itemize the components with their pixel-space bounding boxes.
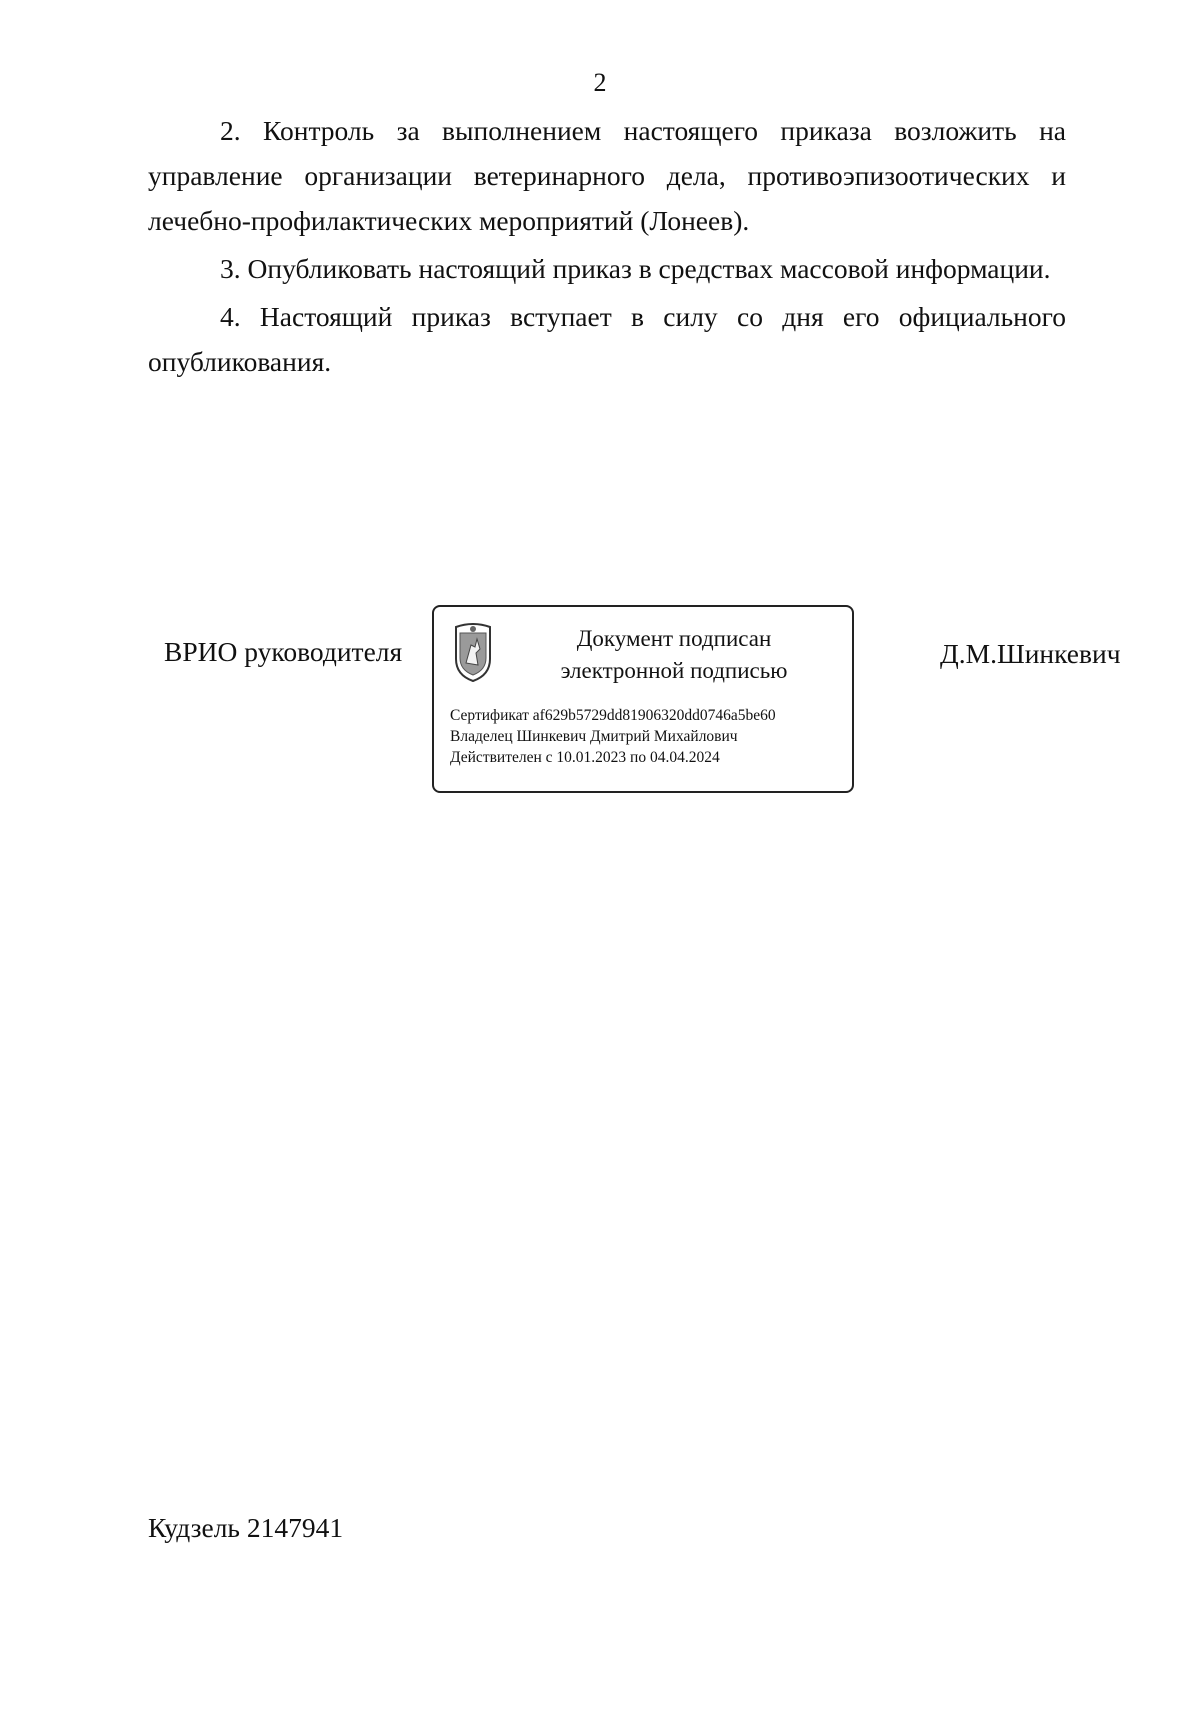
stamp-owner: Владелец Шинкевич Дмитрий Михайлович <box>450 728 738 745</box>
stamp-validity: Действителен с 10.01.2023 по 04.04.2024 <box>450 749 720 766</box>
signature-block <box>0 600 1200 800</box>
paragraph-publish: 3. Опубликовать настоящий приказ в средствах массовой информации. <box>220 253 1051 284</box>
signer-position: ВРИО руководителя <box>164 636 403 667</box>
coat-of-arms-icon <box>452 623 494 683</box>
paragraph-effective: 4. Настоящий приказ вступает в силу со дня его официального опубликования. <box>148 301 1066 377</box>
paragraph-control: 2. Контроль за выполнением настоящего приказа возложить на управление организации ветеринарного дела, противоэпизоотических и лечебно-профилактических мероприятий (Лонеев). <box>148 115 1066 236</box>
stamp-certificate: Сертификат af629b5729dd81906320dd0746a5be60 <box>450 707 776 724</box>
executor-contact: Кудзель 2147941 <box>148 1512 344 1543</box>
stamp-title <box>504 623 844 687</box>
page-number: 2 <box>593 68 607 97</box>
electronic-signature-stamp <box>432 605 854 793</box>
stamp-details <box>450 705 846 768</box>
stamp-title-line2: электронной подписью <box>560 658 788 683</box>
signer-name: Д.М.Шинкевич <box>940 638 1121 669</box>
stamp-title-line1: Документ подписан <box>576 626 772 651</box>
order-body <box>148 108 1066 387</box>
